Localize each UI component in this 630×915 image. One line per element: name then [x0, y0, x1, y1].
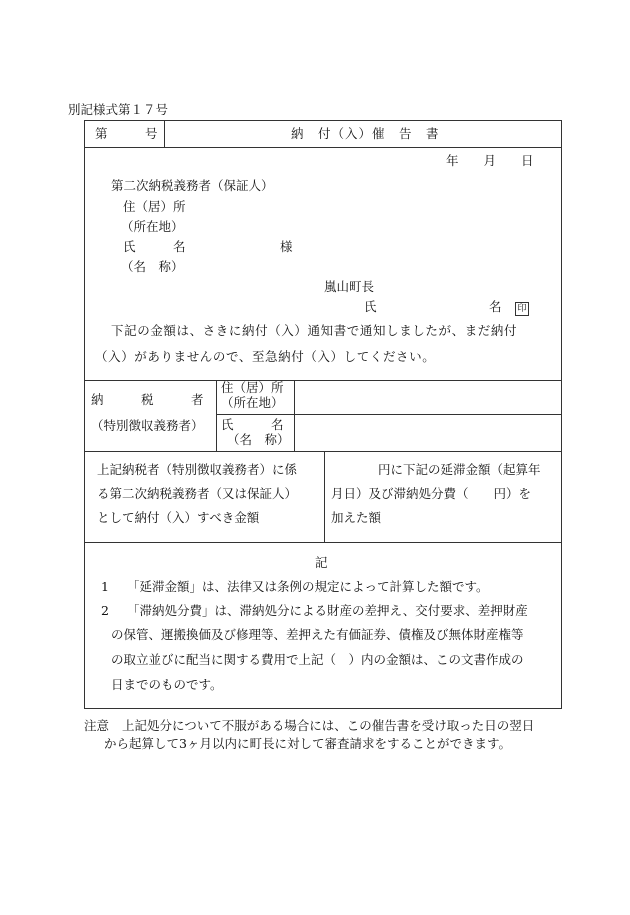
date-line: 年 月 日 [446, 153, 534, 168]
note-text: の取立並びに配当に関する費用で上記（ ）内の金額は、この文書作成の [111, 652, 524, 667]
body-text: （入）がありませんので、至急納付（入）してください。 [95, 349, 436, 364]
taxpayer-sub-label: （特別徴収義務者） [91, 418, 204, 433]
addressee-location-label: （所在地） [121, 219, 184, 234]
divider [216, 414, 561, 415]
notes-heading: 記 [315, 555, 328, 570]
note-text: 日までのものです。 [111, 677, 223, 692]
note-text: 「延滞金額」は、法律又は条例の規定によって計算した額です。 [127, 579, 489, 594]
divider [216, 380, 217, 451]
divider [85, 147, 561, 148]
taxpayer-address-label: 住（居）所 [221, 380, 284, 395]
taxpayer-location-label: （所在地） [221, 395, 284, 410]
divider [85, 451, 561, 452]
notice-number: 第 号 [95, 126, 158, 141]
divider [324, 451, 325, 542]
note-text: 「滞納処分費」は、滞納処分による財産の差押え、交付要求、差押財産 [127, 603, 528, 618]
notice-form [84, 120, 562, 709]
divider [85, 542, 561, 543]
issuer-name-label: 氏 名 [364, 299, 502, 314]
amount-description: 上記納税者（特別徴収義務者）に係 [97, 462, 298, 477]
issuer-office: 嵐山町長 [324, 279, 375, 294]
form-number: 別記様式第１７号 [68, 102, 169, 117]
addressee-honorific: 様 [280, 239, 293, 254]
amount-description: として納付（入）すべき金額 [97, 510, 260, 525]
addressee-name-label: 氏 名 [123, 239, 186, 254]
caution-label: 注意 [84, 718, 110, 733]
addressee-address-label: 住（居）所 [123, 199, 186, 214]
caution-text: 上記処分について不服がある場合には、この催告書を受け取った日の翌日 [122, 718, 535, 733]
taxpayer-label: 納 税 者 [91, 392, 204, 407]
body-text: 下記の金額は、さきに納付（入）通知書で通知しましたが、まだ納付 [111, 323, 518, 338]
amount-description: る第二次納税義務者（又は保証人） [97, 486, 298, 501]
page-title: 納 付（入）催 告 書 [291, 126, 440, 141]
divider [164, 121, 165, 147]
divider [294, 380, 295, 451]
caution-text: から起算して3ヶ月以内に町長に対して審査請求をすることができます。 [104, 736, 511, 751]
addressee-name-alt-label: （名 称） [121, 259, 184, 274]
amount-breakdown: 月日）及び滞納処分費（ 円）を [331, 486, 532, 501]
amount-breakdown: 円に下記の延滞金額（起算年 [378, 462, 541, 477]
note-number: 1 [101, 579, 109, 594]
taxpayer-name-label: 氏 名 [221, 417, 284, 432]
note-number: 2 [101, 603, 109, 618]
amount-breakdown: 加えた額 [331, 510, 382, 525]
note-text: の保管、運搬換価及び修理等、差押えた有価証券、債権及び無体財産権等 [111, 627, 524, 642]
divider [85, 380, 561, 381]
taxpayer-name-alt-label: （名 称） [227, 432, 290, 447]
addressee-role: 第二次納税義務者（保証人） [111, 178, 274, 193]
seal-stamp: 印 [513, 299, 529, 316]
